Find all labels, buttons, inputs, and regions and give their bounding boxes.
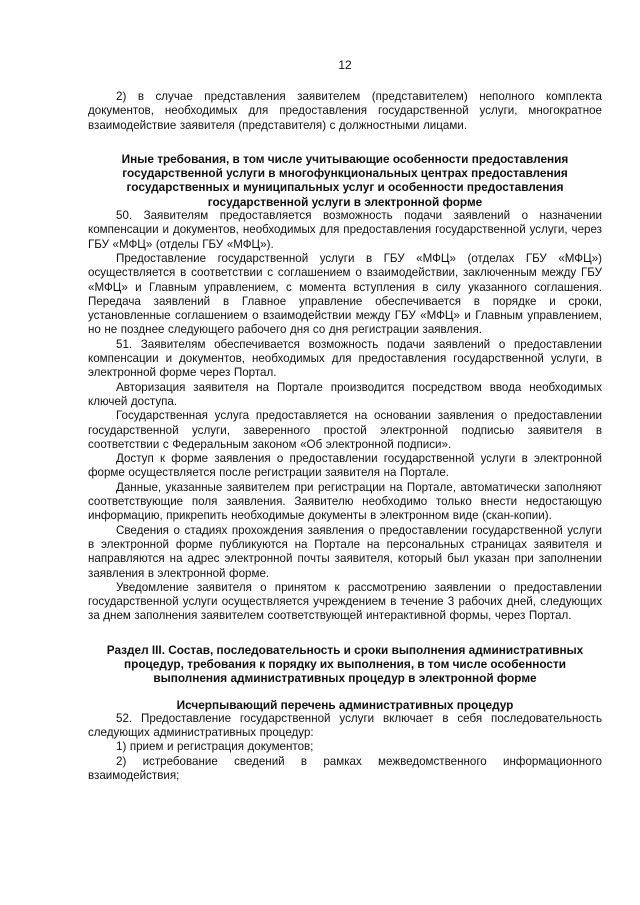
paragraph-status-info: Сведения о стадиях прохождения заявления о предоставлении государственной услуги в электронной форме публикуются на Портале на персональных страницах заявителя и направляются на адрес электронной почты заявителя, который был указан при заполнении заявления в электронной форме.	[88, 523, 602, 580]
section-heading-3: Раздел III. Состав, последовательность и сроки выполнения административных процедур, требования к порядку их выполнения, в том числе особенности выполнения административных процедур в электронной форме	[106, 642, 584, 686]
paragraph-52: 52. Предоставление государственной услуги включает в себя последовательность следующих административных процедур:	[88, 711, 602, 740]
paragraph-form-access: Доступ к форме заявления о предоставлении государственной услуги в электронной форме осуществляется после регистрации заявителя на Портале.	[88, 452, 602, 480]
list-item-1: 1) прием и регистрация документов;	[116, 740, 314, 754]
page-number: 12	[338, 58, 352, 72]
paragraph-autofill: Данные, указанные заявителем при регистрации на Портале, автоматически заполняют соответствующие поля заявления. Заявителю необходимо только внести недостающую информацию, прикрепить необходимые документы в электронном виде (скан-копии).	[88, 480, 602, 523]
section-heading-other-requirements: Иные требования, в том числе учитывающие особенности предоставления государственной услуги в многофункциональных центрах предоставления государственных и муниципальных услуг и особенности предоставления государственной услуги в электронной форме	[121, 151, 569, 209]
paragraph-notification: Уведомление заявителя о принятом к рассмотрению заявлении о предоставлении государственной услуги осуществляется учреждением в течение 3 рабочих дней, следующих за днем заполнения заявителем соответствующей интерактивной формы, через Портал.	[88, 580, 602, 623]
paragraph-50: 50. Заявителям предоставляется возможность подачи заявлений о назначении компенсации и документов, необходимых для предоставления государственной услуги, через ГБУ «МФЦ» (отделы ГБУ «МФЦ»).	[88, 209, 602, 251]
paragraph-51: 51. Заявителям обеспечивается возможность подачи заявлений о предоставлении компенсации и документов, необходимых для предоставления государственной услуги, в электронной форме через Портал.	[88, 337, 602, 380]
paragraph-item-2: 2) в случае представления заявителем (представителем) неполного комплекта документов, необходимых для предоставления государственной услуги, многократное взаимодействие заявителя (представителя) с должностными лицами.	[88, 90, 602, 132]
paragraph-mfc: Предоставление государственной услуги в ГБУ «МФЦ» (отделах ГБУ «МФЦ») осуществляется в соответствии с соглашением о взаимодействии, заключенным между ГБУ «МФЦ» и Главным управлением, с момента вступления в силу указанного соглашения. Передача заявлений в Главное управление обеспечивается в порядке и сроки, установленные соглашением о взаимодействии между ГБУ «МФЦ» и Главным управлением, но не позднее следующего рабочего дня со дня регистрации заявления.	[88, 251, 602, 337]
subheading-procedures-list: Исчерпывающий перечень административных процедур	[176, 697, 514, 712]
paragraph-authorization: Авторизация заявителя на Портале производится посредством ввода необходимых ключей доступа.	[88, 380, 602, 408]
paragraph-electronic-signature: Государственная услуга предоставляется на основании заявления о предоставлении государственной услуги, заверенного простой электронной подписью заявителя в соответствии с Федеральным законом «Об электронной подписи».	[88, 409, 602, 451]
list-item-2: 2) истребование сведений в рамках межведомственного информационного взаимодействия;	[88, 754, 602, 783]
